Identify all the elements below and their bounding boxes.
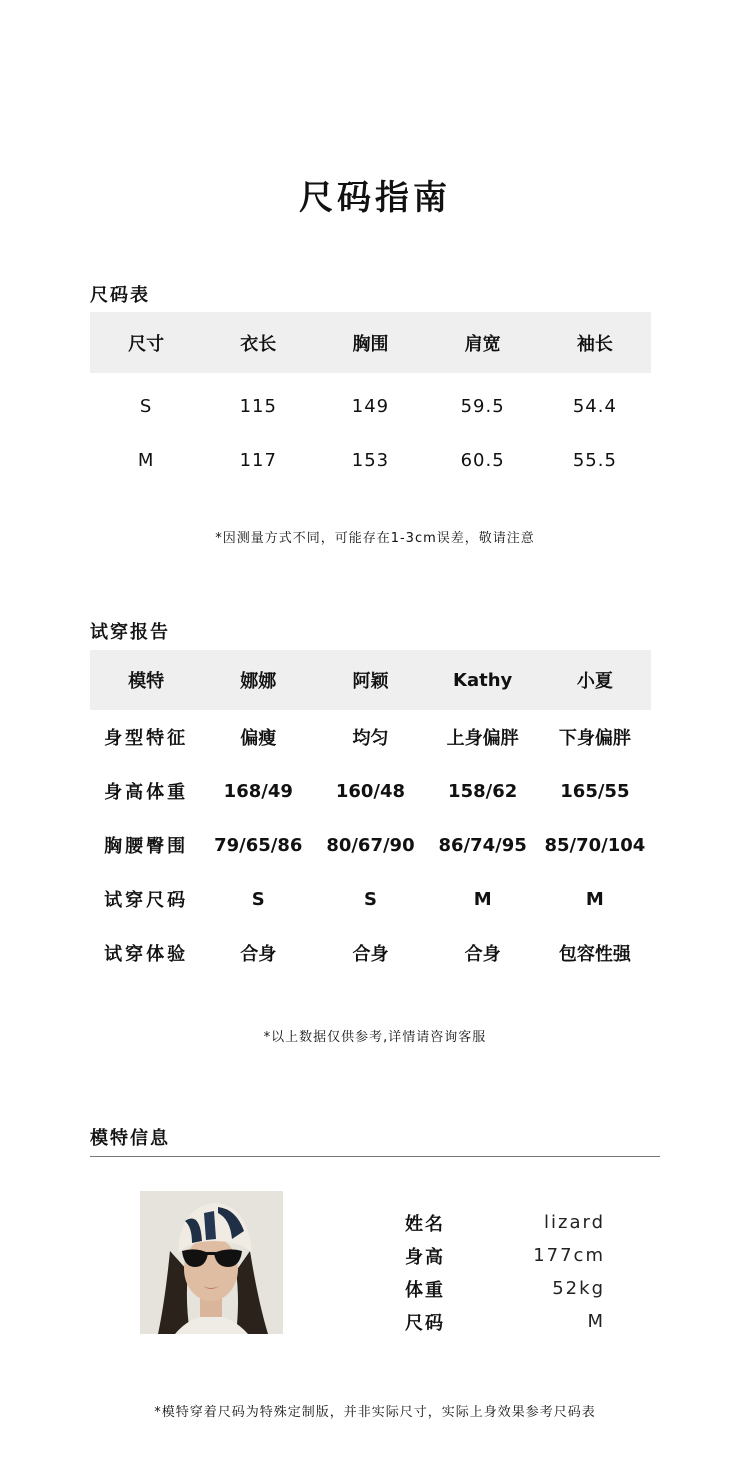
model-portrait-illustration	[140, 1191, 283, 1334]
page-title: 尺码指南	[299, 178, 451, 218]
fit-cell: S	[363, 888, 377, 910]
fit-row-label: 试穿尺码	[104, 890, 189, 911]
model-size-label: 尺码	[405, 1312, 445, 1334]
size-cell: 54.4	[572, 395, 617, 417]
size-cell: S	[139, 395, 153, 417]
size-chart-header: 衣长	[202, 312, 314, 373]
fit-cell: 165/55	[560, 780, 630, 802]
model-name-label: 姓名	[405, 1213, 445, 1235]
size-chart-header: 胸围	[314, 312, 426, 373]
fit-cell: S	[251, 888, 265, 910]
table-row	[90, 710, 651, 764]
model-weight-value: 52kg	[552, 1278, 605, 1299]
model-height-value: 177cm	[533, 1245, 605, 1266]
fit-report-header: 阿颖	[314, 650, 426, 710]
fit-cell: M	[585, 888, 604, 910]
size-cell: M	[137, 449, 155, 471]
model-footer-note: *模特穿着尺码为特殊定制版，并非实际尺寸，实际上身效果参考尺码表	[154, 1405, 596, 1420]
fit-cell: 85/70/104	[544, 834, 646, 856]
model-info-row	[405, 1305, 605, 1338]
fit-cell: 合身	[240, 944, 277, 965]
model-info-row	[405, 1206, 605, 1239]
size-cell: 115	[239, 395, 277, 417]
fit-cell: 下身偏胖	[558, 728, 631, 749]
fit-cell: 上身偏胖	[446, 728, 519, 749]
model-height-label: 身高	[405, 1246, 445, 1268]
model-name-value: lizard	[544, 1212, 605, 1233]
size-chart-header: 尺寸	[90, 312, 202, 373]
size-chart-header-row	[90, 312, 651, 373]
fit-report-header: 模特	[90, 650, 202, 710]
fit-row-label: 试穿体验	[104, 944, 189, 965]
fit-cell: 158/62	[448, 780, 518, 802]
fit-report-header: 小夏	[539, 650, 651, 710]
fit-row-label: 胸腰臀围	[104, 836, 189, 857]
fit-cell: 80/67/90	[326, 834, 415, 856]
size-cell: 60.5	[460, 449, 505, 471]
size-chart-title: 尺码表	[90, 285, 150, 306]
fit-cell: M	[473, 888, 492, 910]
size-chart-header: 肩宽	[427, 312, 539, 373]
size-cell: 59.5	[460, 395, 505, 417]
size-chart-note: *因测量方式不同，可能存在1-3cm误差，敬请注意	[215, 531, 535, 546]
fit-cell: 79/65/86	[214, 834, 303, 856]
fit-cell: 160/48	[335, 780, 406, 802]
model-photo	[140, 1191, 283, 1334]
model-info-row	[405, 1239, 605, 1272]
fit-report-note: *以上数据仅供参考,详情请咨询客服	[263, 1030, 487, 1045]
table-row	[90, 373, 651, 433]
fit-report-title: 试穿报告	[90, 622, 170, 643]
model-info-list	[405, 1206, 605, 1338]
fit-row-label: 身型特征	[104, 728, 189, 749]
divider	[90, 1156, 660, 1157]
table-row	[90, 872, 651, 926]
fit-report-header-row	[90, 650, 651, 710]
fit-cell: 合身	[352, 944, 389, 965]
size-chart-table	[90, 312, 651, 487]
fit-cell: 86/74/95	[438, 834, 527, 856]
fit-report-header: Kathy	[427, 650, 539, 710]
size-cell: 149	[351, 395, 390, 417]
fit-report-table	[90, 650, 651, 980]
size-cell: 117	[239, 449, 277, 471]
fit-row-label: 身高体重	[104, 782, 189, 803]
fit-cell: 均匀	[352, 728, 389, 749]
table-row	[90, 764, 651, 818]
model-info-title: 模特信息	[90, 1128, 170, 1149]
size-cell: 55.5	[572, 449, 617, 471]
model-size-value: M	[587, 1311, 605, 1332]
table-row	[90, 926, 651, 980]
fit-report-header: 娜娜	[202, 650, 314, 710]
fit-cell: 偏瘦	[240, 728, 277, 749]
table-row	[90, 433, 651, 487]
model-info-row	[405, 1272, 605, 1305]
fit-cell: 合身	[464, 944, 501, 965]
size-cell: 153	[351, 449, 390, 471]
table-row	[90, 818, 651, 872]
size-chart-header: 袖长	[539, 312, 651, 373]
model-weight-label: 体重	[405, 1279, 445, 1301]
fit-cell: 168/49	[223, 780, 293, 802]
fit-cell: 包容性强	[558, 944, 631, 965]
